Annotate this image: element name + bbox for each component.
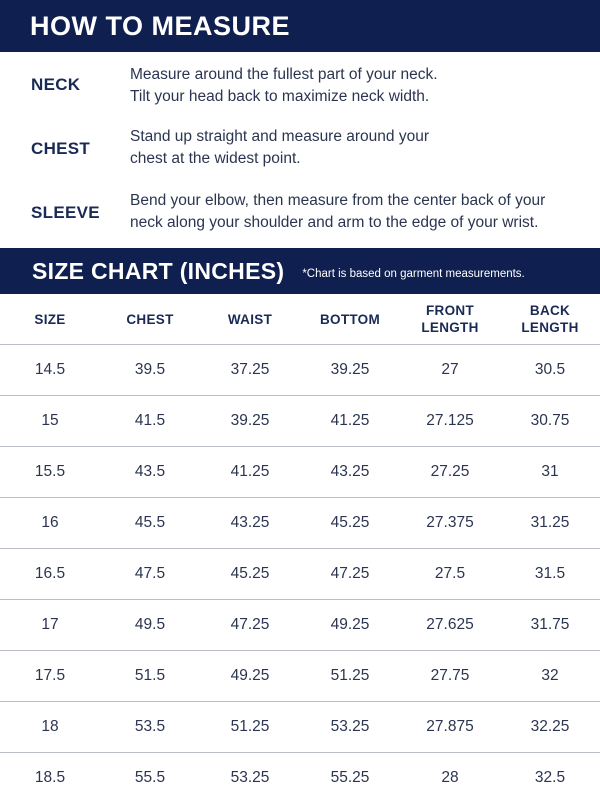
column-header-bottom	[300, 294, 400, 345]
cell-front-length: 27.375	[400, 498, 500, 549]
cell-back-length: 31.75	[500, 600, 600, 651]
table-row	[0, 396, 600, 447]
cell-bottom: 39.25	[300, 345, 400, 396]
column-header-label: LENGTH	[521, 320, 578, 335]
cell-back-length: 31.25	[500, 498, 600, 549]
cell-size: 16	[0, 498, 100, 549]
cell-chest: 47.5	[100, 549, 200, 600]
cell-chest: 53.5	[100, 702, 200, 753]
cell-waist: 43.25	[200, 498, 300, 549]
how-to-measure-header	[0, 0, 600, 52]
cell-bottom: 51.25	[300, 651, 400, 702]
column-header-label: WAIST	[228, 312, 272, 327]
how-to-measure-section	[0, 52, 600, 248]
cell-waist: 49.25	[200, 651, 300, 702]
cell-size: 17	[0, 600, 100, 651]
measure-instruction-line: neck along your shoulder and arm to the edge of your wrist.	[130, 212, 580, 234]
cell-front-length: 27.875	[400, 702, 500, 753]
measure-instruction-line: Measure around the fullest part of your neck.	[130, 64, 580, 86]
cell-bottom: 43.25	[300, 447, 400, 498]
size-chart-body	[0, 345, 600, 803]
cell-front-length: 27	[400, 345, 500, 396]
cell-size: 16.5	[0, 549, 100, 600]
measure-label: SLEEVE	[31, 203, 100, 223]
cell-bottom: 41.25	[300, 396, 400, 447]
cell-waist: 39.25	[200, 396, 300, 447]
table-row	[0, 498, 600, 549]
column-header-label: CHEST	[126, 312, 173, 327]
measure-instruction-line: chest at the widest point.	[130, 148, 580, 170]
column-header-size	[0, 294, 100, 345]
cell-front-length: 27.75	[400, 651, 500, 702]
cell-front-length: 28	[400, 753, 500, 803]
measure-instruction-line: Bend your elbow, then measure from the center back of your	[130, 190, 580, 212]
cell-front-length: 27.5	[400, 549, 500, 600]
cell-waist: 53.25	[200, 753, 300, 803]
column-header-label: BACK	[530, 303, 570, 318]
column-header-label: FRONT	[426, 303, 474, 318]
cell-front-length: 27.25	[400, 447, 500, 498]
cell-size: 17.5	[0, 651, 100, 702]
cell-waist: 51.25	[200, 702, 300, 753]
column-header-front-length	[400, 294, 500, 345]
column-header-chest	[100, 294, 200, 345]
cell-back-length: 31.5	[500, 549, 600, 600]
cell-chest: 43.5	[100, 447, 200, 498]
column-header-label: BOTTOM	[320, 312, 380, 327]
cell-bottom: 49.25	[300, 600, 400, 651]
size-chart-title: SIZE CHART (INCHES)	[32, 258, 284, 285]
cell-waist: 47.25	[200, 600, 300, 651]
table-row	[0, 600, 600, 651]
size-chart-table	[0, 294, 600, 803]
table-header-row	[0, 294, 600, 345]
table-row	[0, 345, 600, 396]
cell-waist: 45.25	[200, 549, 300, 600]
table-row	[0, 549, 600, 600]
cell-back-length: 32.5	[500, 753, 600, 803]
cell-back-length: 30.75	[500, 396, 600, 447]
cell-bottom: 53.25	[300, 702, 400, 753]
cell-bottom: 55.25	[300, 753, 400, 803]
cell-size: 18	[0, 702, 100, 753]
cell-size: 18.5	[0, 753, 100, 803]
measure-instruction-line: Tilt your head back to maximize neck width.	[130, 86, 580, 108]
measure-instructions	[130, 64, 580, 108]
cell-back-length: 32.25	[500, 702, 600, 753]
cell-size: 15	[0, 396, 100, 447]
cell-chest: 39.5	[100, 345, 200, 396]
cell-chest: 49.5	[100, 600, 200, 651]
cell-back-length: 32	[500, 651, 600, 702]
measure-label: CHEST	[31, 139, 90, 159]
cell-chest: 51.5	[100, 651, 200, 702]
cell-size: 14.5	[0, 345, 100, 396]
column-header-label: SIZE	[34, 312, 65, 327]
cell-front-length: 27.125	[400, 396, 500, 447]
measure-instructions	[130, 126, 580, 170]
cell-front-length: 27.625	[400, 600, 500, 651]
cell-waist: 41.25	[200, 447, 300, 498]
cell-back-length: 30.5	[500, 345, 600, 396]
how-to-measure-title: HOW TO MEASURE	[30, 11, 290, 42]
cell-chest: 55.5	[100, 753, 200, 803]
measure-label: NECK	[31, 75, 80, 95]
column-header-waist	[200, 294, 300, 345]
cell-size: 15.5	[0, 447, 100, 498]
cell-chest: 41.5	[100, 396, 200, 447]
size-chart-note: *Chart is based on garment measurements.	[302, 268, 524, 280]
cell-waist: 37.25	[200, 345, 300, 396]
column-header-back-length	[500, 294, 600, 345]
table-row	[0, 447, 600, 498]
size-chart-header	[0, 248, 600, 294]
cell-bottom: 47.25	[300, 549, 400, 600]
table-row	[0, 753, 600, 803]
cell-back-length: 31	[500, 447, 600, 498]
cell-bottom: 45.25	[300, 498, 400, 549]
table-row	[0, 651, 600, 702]
column-header-label: LENGTH	[421, 320, 478, 335]
cell-chest: 45.5	[100, 498, 200, 549]
table-row	[0, 702, 600, 753]
measure-instruction-line: Stand up straight and measure around your	[130, 126, 580, 148]
measure-instructions	[130, 190, 580, 234]
